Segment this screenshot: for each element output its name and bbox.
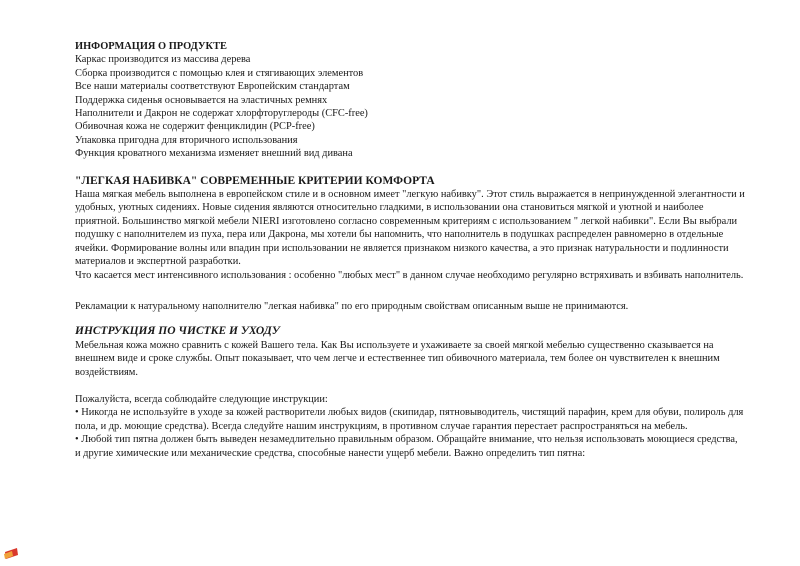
care-bullet: • Любой тип пятна должен быть выведен незамедлительно правильным образом. Обращайте внимание, что нельзя использовать моющиеся средства, и другие химические или механические средства, способные нанести ущерб мебели. Важно определить тип пятна:	[75, 434, 738, 459]
info-line: Функция кроватного механизма изменяет внешний вид дивана	[75, 148, 353, 160]
info-line: Наполнители и Дакрон не содержат хлорфторуглероды (CFC-free)	[75, 108, 368, 120]
document-body	[75, 40, 745, 460]
brand-logo-icon	[3, 547, 19, 560]
info-line: Каркас производится из массива дерева	[75, 54, 251, 66]
info-line: Сборка производится с помощью клея и стягивающих элементов	[75, 67, 364, 79]
comfort-heading: "ЛЕГКАЯ НАБИВКА" СОВРЕМЕННЫЕ КРИТЕРИИ КОМФОРТА	[75, 174, 435, 187]
spacer	[75, 282, 745, 300]
product-info-heading: ИНФОРМАЦИЯ О ПРОДУКТЕ	[75, 41, 227, 52]
claims-paragraph: Рекламации к натуральному наполнителю "легкая набивка" по его природным свойствам описанным выше не принимаются.	[75, 300, 629, 312]
spacer	[75, 161, 745, 175]
spacer	[75, 379, 745, 393]
info-line: Упаковка пригодна для вторичного использования	[75, 134, 298, 146]
care-heading: ИНСТРУКЦИЯ ПО ЧИСТКЕ И УХОДУ	[75, 325, 280, 338]
care-intro: Пожалуйста, всегда соблюдайте следующие инструкции:	[75, 393, 328, 405]
comfort-paragraph: Наша мягкая мебель выполнена в европейском стиле и в основном имеет "легкую набивку". Этот стиль выражается в непринужденной элегантности и удобных, уютных сидениях. Новые сидения являются относительно гладкими, в использовании она становиться мягкой и уютной и наиболее приятной. Большинство мягкой мебели NIERI изготовлено согласно современным критериям с использованием " легкой набивки". Если Вы выбрали подушку с наполнителем из пуха, пера или Дакрона, мы хотели бы напомнить, что наполнитель в подушках распределен равномерно в отдельные ячейки. Формирование волны или впадин при использовании не является признаком низкого качества, а это признак натуральности и подлинности материалов и экспертной разработки.	[75, 189, 745, 268]
info-line: Поддержка сиденья основывается на эластичных ремнях	[75, 94, 328, 106]
care-paragraph: Мебельная кожа можно сравнить с кожей Вашего тела. Как Вы используете и ухаживаете за своей мягкой мебелью существенно сказывается на внешнем виде и сроке службы. Опыт показывает, что чем легче и естественнее тип обивочного материала, тем более он чувствителен к внешним воздействиям.	[75, 339, 720, 378]
info-line: Все наши материалы соответствуют Европейским стандартам	[75, 81, 350, 93]
spacer	[75, 313, 745, 325]
care-bullet: • Никогда не используйте в уходе за кожей растворители любых видов (скипидар, пятновыводитель, чистящий парафин, крем для обуви, полироль для пола, и др. моющие средства). Всегда следуйте нашим инструкциям, в противном случае гарантия перестает распространяться на мебель.	[75, 407, 744, 432]
info-line: Обивочная кожа не содержит фенциклидин (PCP-free)	[75, 121, 315, 133]
comfort-paragraph: Что касается мест интенсивного использования : особенно "любых мест" в данном случае необходимо регулярно встряхивать и взбивать наполнитель.	[75, 269, 744, 281]
